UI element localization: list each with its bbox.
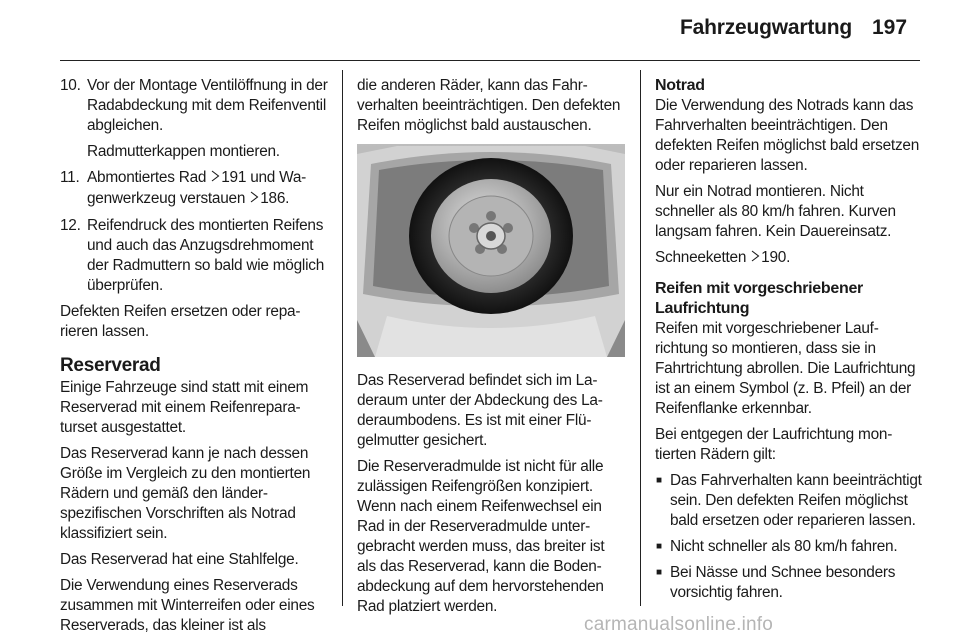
paragraph: Das Reserverad befindet sich im Laderaum unter der Abdeckung des Laderaumbodens. Es ist mit einer Flügelmutter gesichert. xyxy=(357,372,603,449)
section-heading: Notrad xyxy=(655,77,705,94)
square-bullet-icon: ■ xyxy=(656,475,662,486)
spare-wheel-illustration xyxy=(357,144,625,357)
list-item xyxy=(655,563,923,603)
paragraph: Nur ein Notrad montieren. Nicht schneller als 80 km/h fahren. Kurven langsam fahren. Kein Dauereinsatz. xyxy=(655,183,896,240)
ref-arrow-icon xyxy=(250,190,259,210)
section-heading: Reserverad xyxy=(60,355,161,376)
square-bullet-icon: ■ xyxy=(656,567,662,578)
step-text-part: und Wagenwerkzeug verstauen xyxy=(87,169,307,207)
list-item-text: Bei Nässe und Schnee besonders vorsichtig fahren. xyxy=(670,564,896,601)
step-text xyxy=(87,168,328,210)
column-divider xyxy=(342,70,343,606)
ref-arrow-icon xyxy=(211,169,220,189)
paragraph: Die Verwendung des Notrads kann das Fahrverhalten beeinträchtigen. Den defekten Reifen möglichst bald ersetzen oder reparieren lassen. xyxy=(655,97,920,174)
step-text: Reifendruck des montierten Reifens und auch das Anzugsdrehmoment der Radmuttern so bald wie möglich überprüfen. xyxy=(87,217,325,294)
page-title: Fahrzeugwartung xyxy=(680,16,853,39)
page-reference[interactable]: 186. xyxy=(260,190,290,207)
paragraph: Die Reserveradmulde ist nicht für alle zulässigen Reifengrößen konzipiert. Wenn nach einem Reifenwechsel ein Rad in der Reserveradmulde untergebracht werden muss, das breiter ist als das Reserverad, kann die Bodenabdeckung auf dem hervorstehenden Rad platziert werden. xyxy=(357,458,605,615)
ref-arrow-icon xyxy=(751,249,760,269)
paragraph: Das Reserverad kann je nach dessen Größe im Vergleich zu den montierten Rädern und gemäß den länderspezifischen Vorschriften als Notrad klassifiziert sein. xyxy=(60,445,311,542)
paragraph xyxy=(655,248,923,269)
list-item-text: Nicht schneller als 80 km/h fahren. xyxy=(670,538,898,555)
paragraph: Reifen mit vorgeschriebener Laufrichtung so montieren, dass sie in Fahrtrichtung abrollen. Die Laufrichtung ist an einem Symbol (z. B. Pfeil) an der Reifenflanke erkennbar. xyxy=(655,320,916,417)
paragraph: Einige Fahrzeuge sind statt mit einem Reserverad mit einem Reifenreparaturset ausgestattet. xyxy=(60,379,309,436)
paragraph: Bei entgegen der Laufrichtung montierten Rädern gilt: xyxy=(655,426,893,463)
step-number: 11. xyxy=(60,169,80,186)
step-item xyxy=(60,168,328,210)
list-item xyxy=(655,537,923,557)
section-heading: Reifen mit vorgeschriebener Laufrichtung xyxy=(655,280,863,317)
step-text: Radmutterkappen montieren. xyxy=(87,143,280,160)
bullet-list xyxy=(655,471,923,603)
step-text-part: Abmontiertes Rad xyxy=(87,169,207,186)
paragraph-text: Schneeketten xyxy=(655,249,747,266)
page-reference[interactable]: 191 xyxy=(221,169,247,186)
step-text: Vor der Montage Ventilöffnung in der Radabdeckung mit dem Reifenventil abgleichen. xyxy=(87,77,328,134)
step-item xyxy=(60,216,328,296)
page-reference[interactable]: 190. xyxy=(761,249,791,266)
square-bullet-icon: ■ xyxy=(656,541,662,552)
list-item-text: Das Fahrverhalten kann beeinträchtigt sein. Den defekten Reifen möglichst bald ersetzen oder reparieren lassen. xyxy=(670,472,922,529)
header-divider xyxy=(60,60,920,61)
page-number: 197 xyxy=(872,16,908,39)
paragraph: Das Reserverad hat eine Stahlfelge. xyxy=(60,551,299,568)
paragraph: Die Verwendung eines Reserverads zusammen mit Winterreifen oder eines Reserverads, das kleiner ist als xyxy=(60,577,315,634)
step-number: 10. xyxy=(60,77,81,94)
column-divider xyxy=(640,70,641,606)
text-column-middle xyxy=(357,76,625,623)
text-column-right xyxy=(655,76,923,609)
paragraph: die anderen Räder, kann das Fahrverhalten beeinträchtigen. Den defekten Reifen möglichst bald austauschen. xyxy=(357,77,621,134)
paragraph: Defekten Reifen ersetzen oder reparieren lassen. xyxy=(60,303,301,340)
step-item xyxy=(60,76,328,162)
step-number: 12. xyxy=(60,217,81,234)
watermark: carmanualsonline.info xyxy=(584,614,774,635)
text-column-left xyxy=(60,76,328,642)
list-item xyxy=(655,471,923,531)
